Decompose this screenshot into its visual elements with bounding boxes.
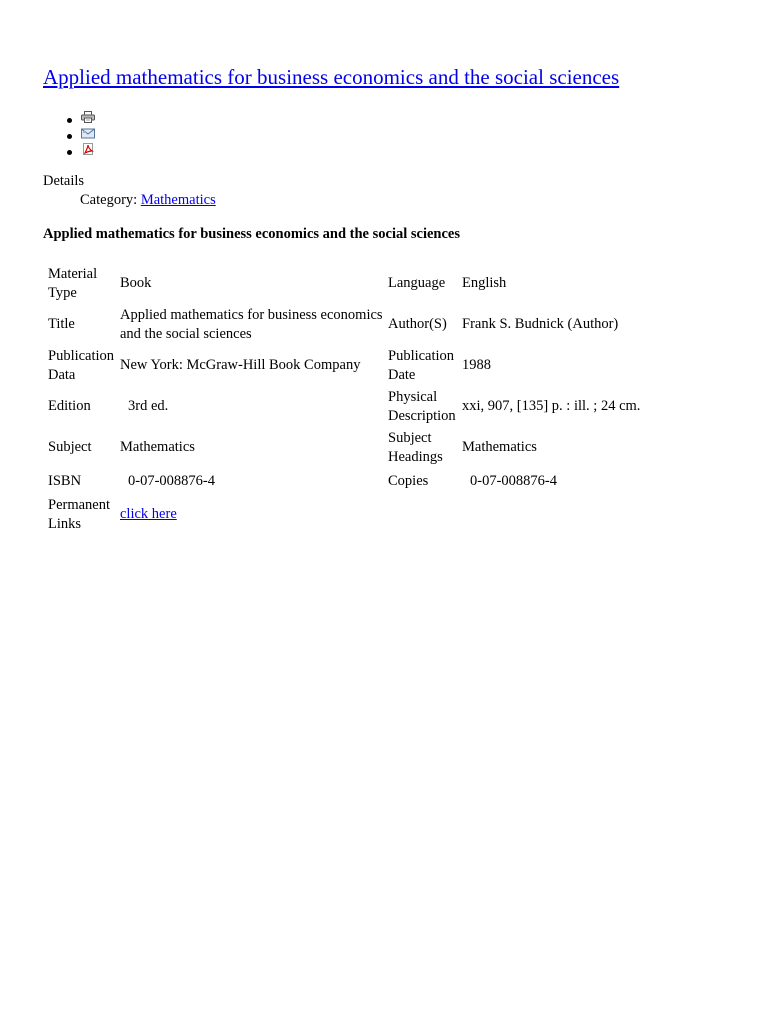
physical-description-label: Physical Description bbox=[388, 389, 456, 424]
category-prefix: Category: bbox=[80, 192, 138, 208]
table-row bbox=[47, 346, 693, 385]
subject-value: Mathematics bbox=[120, 439, 195, 456]
language-value: English bbox=[462, 275, 507, 292]
category-line bbox=[80, 191, 216, 209]
title-value: Applied mathematics for business economics and the social sciences bbox=[120, 307, 383, 342]
isbn-value: 0-07-008876-4 bbox=[128, 472, 215, 489]
table-row bbox=[47, 469, 693, 493]
details-label: Details bbox=[43, 173, 85, 189]
record-table bbox=[45, 262, 695, 536]
copies-cell bbox=[461, 469, 693, 493]
bullet bbox=[67, 118, 72, 123]
subject-headings-value: Mathematics bbox=[462, 439, 537, 456]
publication-date-label: Publication Date bbox=[388, 348, 455, 383]
material-type-label: Material Type bbox=[48, 266, 98, 301]
table-row bbox=[47, 387, 693, 426]
publication-date-value: 1988 bbox=[462, 357, 491, 374]
page-title bbox=[43, 63, 619, 91]
pdf-icon[interactable] bbox=[81, 143, 95, 155]
edition-value: 3rd ed. bbox=[128, 398, 169, 415]
copies-label: Copies bbox=[388, 472, 429, 489]
empty-cell bbox=[387, 495, 459, 534]
physical-description-value: xxi, 907, [135] p. : ill. ; 24 cm. bbox=[462, 398, 641, 415]
publication-data-label: Publication Data bbox=[48, 348, 115, 383]
isbn-cell bbox=[119, 469, 385, 493]
table-row bbox=[47, 305, 693, 344]
language-label: Language bbox=[388, 275, 446, 292]
empty-cell bbox=[461, 495, 693, 534]
table-row bbox=[47, 264, 693, 303]
bullet bbox=[67, 150, 72, 155]
email-icon[interactable] bbox=[81, 127, 95, 139]
subject-label: Subject bbox=[48, 439, 92, 456]
print-icon[interactable] bbox=[81, 111, 95, 123]
permanent-links-label: Permanent Links bbox=[48, 497, 111, 532]
table-row bbox=[47, 495, 693, 534]
permanent-link[interactable]: click here bbox=[120, 506, 177, 523]
record-heading: Applied mathematics for business economics and the social sciences bbox=[43, 226, 461, 242]
title-label: Title bbox=[48, 316, 75, 333]
publication-data-value: New York: McGraw-Hill Book Company bbox=[120, 357, 361, 374]
bullet bbox=[67, 134, 72, 139]
edition-label: Edition bbox=[48, 398, 91, 415]
edition-cell bbox=[119, 387, 385, 426]
isbn-label: ISBN bbox=[48, 472, 82, 489]
category-link[interactable]: Mathematics bbox=[140, 192, 216, 208]
authors-value: Frank S. Budnick (Author) bbox=[462, 316, 619, 333]
table-row bbox=[47, 428, 693, 467]
material-type-value: Book bbox=[120, 275, 152, 292]
authors-label: Author(S) bbox=[388, 316, 447, 333]
page-title-link[interactable]: Applied mathematics for business economics and the social sciences bbox=[43, 65, 620, 89]
copies-value: 0-07-008876-4 bbox=[470, 472, 557, 489]
permanent-links-cell bbox=[119, 495, 385, 534]
subject-headings-label: Subject Headings bbox=[388, 430, 443, 465]
